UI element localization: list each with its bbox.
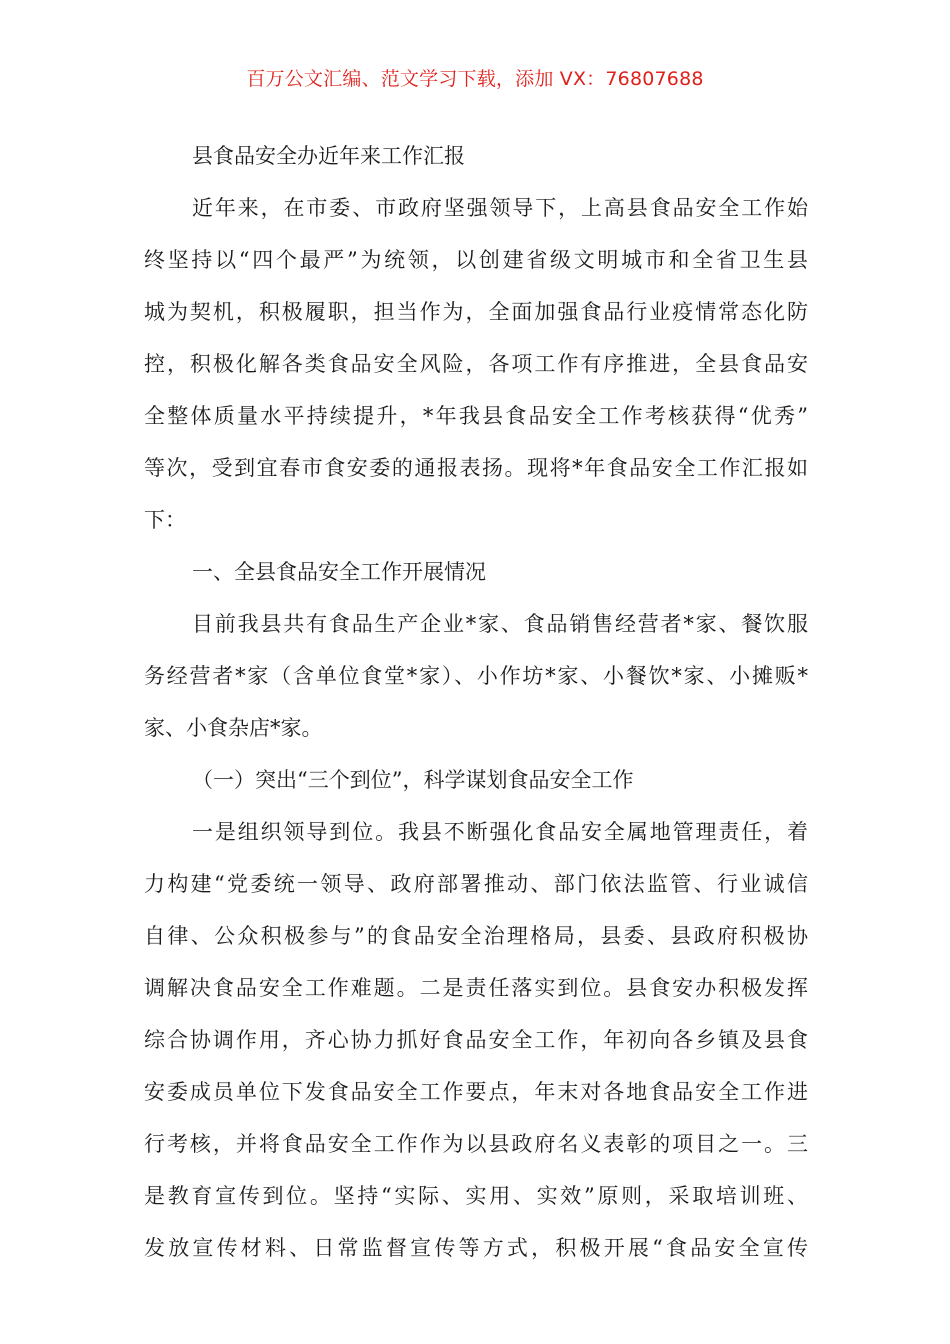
paragraph-line: 发放宣传材料、日常监督宣传等方式，积极开展“食品安全宣传 <box>144 1236 808 1260</box>
paragraph-line: 目前我县共有食品生产企业*家、食品销售经营者*家、餐饮服 <box>192 612 808 636</box>
document-title: 县食品安全办近年来工作汇报 <box>192 144 465 168</box>
paragraph-line: 一是组织领导到位。我县不断强化食品安全属地管理责任，着 <box>192 820 808 844</box>
paragraph-line: 近年来，在市委、市政府坚强领导下，上高县食品安全工作始 <box>192 196 808 220</box>
paragraph-line: 安委成员单位下发食品安全工作要点，年末对各地食品安全工作进 <box>144 1080 808 1104</box>
paragraph-line: 务经营者*家（含单位食堂*家）、小作坊*家、小餐饮*家、小摊贩* <box>144 664 808 688</box>
paragraph-line: 城为契机，积极履职，担当作为，全面加强食品行业疫情常态化防 <box>144 300 808 324</box>
paragraph-line: 自律、公众积极参与”的食品安全治理格局，县委、县政府积极协 <box>144 924 808 948</box>
paragraph-line: 力构建“党委统一领导、政府部署推动、部门依法监管、行业诚信 <box>144 872 808 896</box>
paragraph-line: 行考核，并将食品安全工作作为以县政府名义表彰的项目之一。三 <box>144 1132 808 1156</box>
paragraph-line: 家、小食杂店*家。 <box>144 716 323 740</box>
paragraph-line: 控，积极化解各类食品安全风险，各项工作有序推进，全县食品安 <box>144 352 808 376</box>
header-banner: 百万公文汇编、范文学习下载，添加 VX：76807688 <box>246 68 704 90</box>
paragraph-line: 终坚持以“四个最严”为统领，以创建省级文明城市和全省卫生县 <box>144 248 808 272</box>
paragraph-line: 是教育宣传到位。坚持“实际、实用、实效”原则，采取培训班、 <box>144 1184 808 1208</box>
subsection-heading: （一）突出“三个到位”，科学谋划食品安全工作 <box>192 768 634 792</box>
paragraph-line: 下： <box>144 508 186 532</box>
paragraph-line: 全整体质量水平持续提升，*年我县食品安全工作考核获得“优秀” <box>144 404 808 428</box>
document-body <box>144 130 808 1274</box>
paragraph-line: 调解决食品安全工作难题。二是责任落实到位。县食安办积极发挥 <box>144 976 808 1000</box>
section-heading: 一、全县食品安全工作开展情况 <box>192 560 486 584</box>
paragraph-line: 综合协调作用，齐心协力抓好食品安全工作，年初向各乡镇及县食 <box>144 1028 808 1052</box>
paragraph-line: 等次，受到宜春市食安委的通报表扬。现将*年食品安全工作汇报如 <box>144 456 808 480</box>
